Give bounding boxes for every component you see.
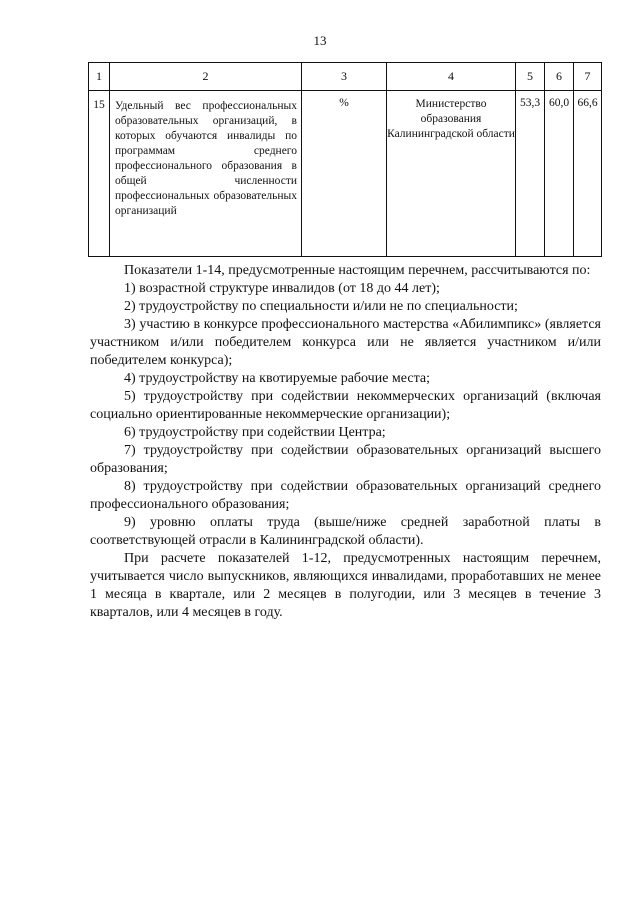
- list-item: 4) трудоустройству на квотируемые рабочие места;: [124, 371, 430, 386]
- header-cell: 4: [387, 63, 516, 91]
- list-item: 8) трудоустройству при содействии образовательных организаций среднего профессионального образования;: [90, 479, 601, 512]
- unit-cell: %: [302, 91, 387, 257]
- value-col6: 60,0: [545, 91, 574, 257]
- table-header-row: [89, 63, 602, 91]
- indicators-table: [88, 62, 602, 257]
- indicator-name: Удельный вес профессиональных образовательных организаций, в которых обучаются инвалиды по программам среднего профессионального образования в общей численности профессиональных образовательных организаций: [110, 91, 302, 257]
- header-cell: 1: [89, 63, 110, 91]
- row-number: 15: [89, 91, 110, 257]
- table-row: [89, 91, 602, 257]
- header-cell: 3: [302, 63, 387, 91]
- list-item: 3) участию в конкурсе профессионального мастерства «Абилимпикс» (является участником и/или победителем конкурса или не является участником и/или победителем конкурса);: [90, 317, 601, 368]
- header-cell: 6: [545, 63, 574, 91]
- list-item: 7) трудоустройству при содействии образовательных организаций высшего образования;: [90, 443, 601, 476]
- list-item: 2) трудоустройству по специальности и/или не по специальности;: [124, 299, 518, 314]
- value-col7: 66,6: [574, 91, 602, 257]
- header-cell: 5: [516, 63, 545, 91]
- responsible-organization: Министерство образования Калининградской области: [387, 91, 516, 257]
- header-cell: 7: [574, 63, 602, 91]
- page-number: 13: [313, 33, 327, 48]
- final-paragraph: При расчете показателей 1-12, предусмотренных настоящим перечнем, учитывается число выпускников, являющихся инвалидами, проработавших не менее 1 месяца в квартале, или 2 месяцев в полугодии, или 3 месяцев в течение 3 кварталов, или 4 месяцев в году.: [90, 551, 601, 620]
- list-item: 5) трудоустройству при содействии некоммерческих организаций (включая социально ориентированные некоммерческие организации);: [90, 389, 601, 422]
- header-cell: 2: [110, 63, 302, 91]
- value-col5: 53,3: [516, 91, 545, 257]
- list-item: 9) уровню оплаты труда (выше/ниже средней заработной платы в соответствующей отрасли в Калининградской области).: [90, 515, 601, 548]
- list-item: 6) трудоустройству при содействии Центра;: [124, 425, 386, 440]
- intro-paragraph: Показатели 1-14, предусмотренные настоящим перечнем, рассчитываются по:: [124, 263, 591, 278]
- body-text: [90, 262, 601, 622]
- list-item: 1) возрастной структуре инвалидов (от 18 до 44 лет);: [124, 281, 440, 296]
